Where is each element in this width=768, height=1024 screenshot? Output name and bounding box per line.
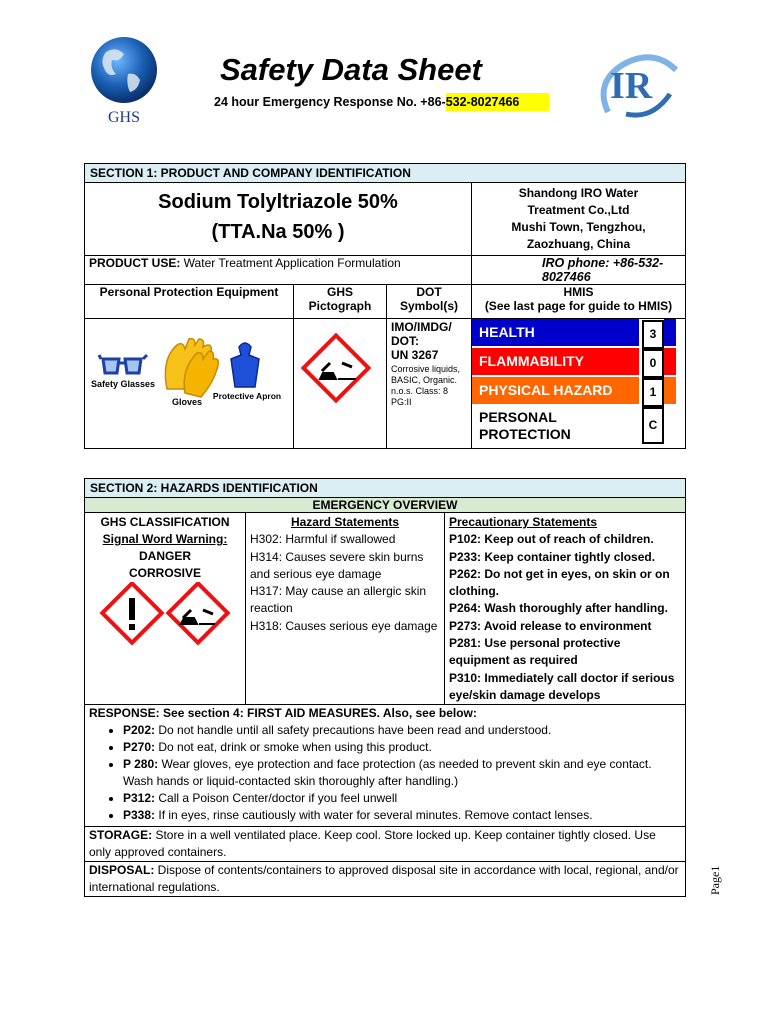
- dot-label: IMO/IMDG/ DOT:: [391, 320, 452, 348]
- page-number: Page1: [708, 865, 722, 895]
- precautionary-statement: P233: Keep container tightly closed.: [449, 549, 656, 564]
- iro-logo-text: IR: [610, 65, 653, 107]
- section1-table: [84, 163, 686, 449]
- hazard-statement: H317: May cause an allergic skin reaction: [250, 584, 427, 616]
- section2-table: [84, 478, 686, 897]
- company-name: Shandong IRO Water Treatment Co.,Ltd: [518, 186, 639, 217]
- emergency-overview: EMERGENCY OVERVIEW: [85, 498, 686, 513]
- corrosive-pictogram-icon: [168, 583, 227, 642]
- iro-phone: IRO phone: +86-532-8027466: [472, 256, 686, 285]
- precautionary-statement: P273: Avoid release to environment: [449, 618, 652, 633]
- company-cell: [472, 183, 686, 256]
- safety-glasses-icon: [99, 355, 147, 373]
- apron-icon: [231, 343, 259, 387]
- precautionary-statement: P310: Immediately call doctor if serious eye/skin damage develops: [449, 670, 675, 702]
- dot-cell: [387, 319, 472, 449]
- response-item: • P202: Do not handle until all safety precautions have been read and understood.: [123, 722, 681, 739]
- product-alias: (TTA.Na 50% ): [211, 221, 345, 243]
- response-item: • P 280: Wear gloves, eye protection and face protection (as needed to prevent skin and eye contact. Wash hands or liquid-contacted skin thoroughly after handling.): [123, 756, 681, 790]
- hmis-health-bar: [664, 319, 676, 346]
- ppe-cell: [85, 319, 294, 449]
- hmis-health-value: 3: [642, 320, 664, 349]
- section1-heading: SECTION 1: PRODUCT AND COMPANY IDENTIFICATION: [85, 164, 686, 183]
- dot-un: UN 3267: [391, 348, 439, 362]
- company-address: Mushi Town, Tengzhou, Zaozhuang, China: [511, 220, 646, 251]
- col-ghs: GHS Pictograph: [294, 285, 387, 319]
- classification: CORROSIVE: [128, 566, 201, 580]
- gloves-icon: [165, 339, 218, 397]
- precautionary-statements-cell: [445, 513, 686, 705]
- ghs-classification-cell: [85, 513, 246, 705]
- dot-description: Corrosive liquids, BASIC, Organic. n.o.s. Class: 8 PG:II: [391, 364, 461, 407]
- ghs-pictograms: [95, 582, 235, 654]
- exclamation-pictogram-icon: [102, 583, 161, 642]
- hazard-statement: H302: Harmful if swallowed: [250, 532, 396, 547]
- response-item: • P270: Do not eat, drink or smoke when using this product.: [123, 739, 681, 756]
- col-hmis: HMIS (See last page for guide to HMIS): [472, 285, 686, 319]
- signal-word-label: Signal Word Warning:: [102, 532, 228, 546]
- precautionary-statement: P102: Keep out of reach of children.: [449, 532, 654, 547]
- hmis-physical-label: PHYSICAL HAZARD: [472, 377, 639, 404]
- emergency-phone: 24 hour Emergency Response No. +86-532-8027466: [214, 95, 549, 109]
- ppe-illustration: [89, 319, 289, 445]
- response-list: [89, 722, 681, 824]
- ppe-label-gloves: Gloves: [171, 397, 203, 407]
- hmis-flammability-value: 0: [642, 349, 664, 378]
- hmis-flammability-row: [472, 348, 685, 377]
- hmis-physical-bar: [664, 377, 676, 404]
- precautionary-heading: Precautionary Statements: [449, 515, 598, 529]
- hazard-statements-cell: [246, 513, 445, 705]
- ppe-label-apron: Protective Apron: [212, 391, 282, 401]
- document-title: Safety Data Sheet: [220, 52, 482, 87]
- iro-company-logo: [596, 52, 680, 118]
- response-cell: [85, 705, 686, 827]
- hmis-flammability-label: FLAMMABILITY: [472, 348, 639, 375]
- product-name: Sodium Tolyltriazole 50%: [158, 191, 398, 213]
- disposal-cell: DISPOSAL: Dispose of contents/containers to approved disposal site in accordance with local, regional, and/or international regulations.: [85, 862, 686, 897]
- product-use: PRODUCT USE: Water Treatment Application Formulation: [85, 256, 472, 285]
- hmis-physical-value: 1: [642, 378, 664, 407]
- ppe-label-glasses: Safety Glasses: [90, 379, 156, 389]
- ghs-globe-logo: [88, 34, 160, 126]
- hmis-protection-label: PERSONAL PROTECTION: [479, 409, 571, 442]
- hmis-health-row: [472, 319, 685, 348]
- response-item: • P338: If in eyes, rinse cautiously with water for several minutes. Remove contact lenses.: [123, 807, 681, 824]
- response-heading: RESPONSE: See section 4: FIRST AID MEASURES. Also, see below:: [89, 706, 477, 721]
- hmis-health-label: HEALTH: [472, 319, 639, 346]
- response-item: • P312: Call a Poison Center/doctor if you feel unwell: [123, 790, 681, 807]
- precautionary-statement: P262: Do not get in eyes, on skin or on clothing.: [449, 566, 670, 599]
- hazard-statement: H314: Causes severe skin burns and serious eye damage: [250, 549, 424, 581]
- hmis-cell: [472, 319, 686, 449]
- hmis-protection-value: C: [642, 407, 664, 444]
- section2-heading: SECTION 2: HAZARDS IDENTIFICATION: [85, 479, 686, 498]
- hmis-physical-row: [472, 377, 685, 406]
- col-dot: DOT Symbol(s): [387, 285, 472, 319]
- product-name-cell: [85, 183, 472, 256]
- hazard-statement: H318: Causes serious eye damage: [250, 618, 438, 633]
- signal-word: DANGER: [138, 549, 191, 563]
- ghs-corrosive-pictograph-icon: [294, 319, 378, 445]
- storage-cell: STORAGE: Store in a well ventilated place. Keep cool. Store locked up. Keep container tightly closed. Use only approved containers.: [85, 827, 686, 862]
- emergency-number: 532-8027466: [446, 93, 550, 111]
- hmis-protection-row: [472, 406, 685, 446]
- ghs-classification-label: GHS CLASSIFICATION: [100, 515, 230, 529]
- precautionary-statement: P264: Wash thoroughly after handling.: [449, 601, 668, 616]
- precautionary-statement: P281: Use personal protective equipment as required: [449, 636, 621, 668]
- ghs-logo-text: GHS: [107, 109, 141, 126]
- hmis-flammability-bar: [664, 348, 676, 375]
- col-ppe: Personal Protection Equipment: [85, 285, 294, 319]
- ghs-pictograph-cell: [294, 319, 387, 449]
- hazard-statements-heading: Hazard Statements: [290, 515, 400, 529]
